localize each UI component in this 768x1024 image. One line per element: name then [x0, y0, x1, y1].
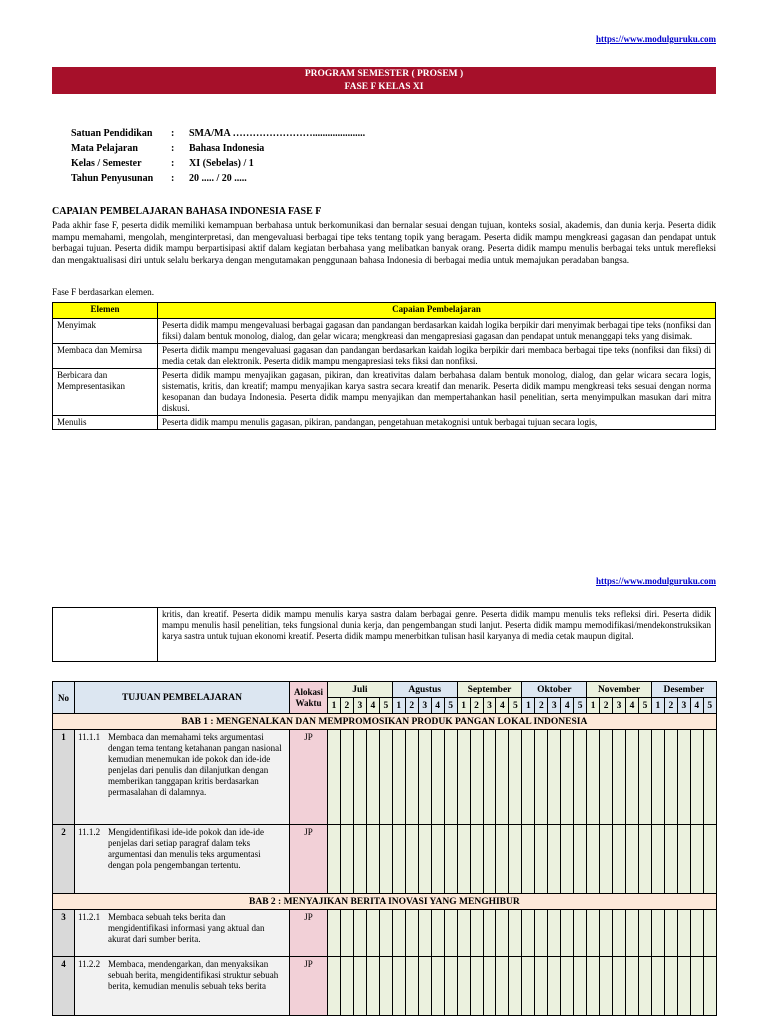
- schedule-cell: [340, 910, 353, 957]
- schedule-cell: [561, 910, 574, 957]
- schedule-cell: [638, 957, 651, 1016]
- schedule-cell: [328, 910, 341, 957]
- schedule-cell: [340, 957, 353, 1016]
- schedule-cell: [587, 825, 600, 894]
- row-number: 1: [53, 730, 75, 825]
- week-number: 5: [444, 698, 457, 714]
- schedule-cell: [703, 730, 716, 825]
- capaian-cell: Peserta didik mampu menulis gagasan, pikiran, pandangan, pengetahuan metakognisi untuk berbagai tujuan secara logis,: [158, 416, 716, 430]
- schedule-cell: [379, 825, 392, 894]
- schedule-cell: [535, 957, 548, 1016]
- schedule-cell: [638, 825, 651, 894]
- capaian-cell: Peserta didik mampu mengevaluasi berbagai gagasan dan pandangan berdasarkan kaidah logika berpikir dari menyimak berbagai tipe teks (nonfiksi dan fiksi) dalam bentuk monolog, dialog, dan gelar wicara; mengkreasi dan mengapresiasi gagasan dan pendapat untuk menanggapi teks yang disimak.: [158, 319, 716, 344]
- schedule-cell: [677, 910, 690, 957]
- schedule-cell: [483, 910, 496, 957]
- alokasi-jp: JP: [290, 825, 328, 894]
- schedule-cell: [651, 910, 664, 957]
- schedule-cell: [677, 730, 690, 825]
- row-number: 4: [53, 957, 75, 1016]
- tujuan-cell: [75, 957, 290, 1016]
- schedule-cell: [574, 825, 587, 894]
- week-number: 3: [483, 698, 496, 714]
- no-header: No: [53, 682, 75, 714]
- schedule-cell: [587, 957, 600, 1016]
- week-number: 4: [626, 698, 639, 714]
- week-number: 5: [379, 698, 392, 714]
- schedule-cell: [509, 730, 522, 825]
- week-number: 2: [600, 698, 613, 714]
- week-number: 3: [548, 698, 561, 714]
- table-row: [53, 416, 716, 430]
- schedule-cell: [548, 957, 561, 1016]
- week-number: 1: [522, 698, 535, 714]
- tujuan-cell: [75, 730, 290, 825]
- schedule-cell: [613, 957, 626, 1016]
- schedule-cell: [626, 730, 639, 825]
- tujuan-code: 11.1.2: [78, 827, 101, 837]
- bab-title: BAB 2 : MENYAJIKAN BERITA INOVASI YANG MENGHIBUR: [53, 894, 717, 910]
- schedule-cell: [651, 825, 664, 894]
- tujuan-pembelajaran-table: [52, 681, 717, 1016]
- schedule-cell: [509, 910, 522, 957]
- header-row: [53, 682, 717, 698]
- schedule-cell: [444, 910, 457, 957]
- week-number: 5: [574, 698, 587, 714]
- elemen-header: Elemen: [53, 303, 158, 319]
- schedule-cell: [613, 910, 626, 957]
- schedule-cell: [353, 825, 366, 894]
- schedule-cell: [703, 910, 716, 957]
- schedule-cell: [353, 730, 366, 825]
- schedule-cell: [470, 957, 483, 1016]
- tujuan-text: Membaca sebuah teks berita dan mengidentifikasi informasi yang aktual dan akurat dari sumber berita.: [108, 912, 265, 944]
- tujuan-text: Membaca, mendengarkan, dan menyaksikan sebuah berita, mengidentifikasi struktur sebuah berita, kemudian menulis sebuah teks berita: [108, 959, 279, 991]
- week-number: 5: [703, 698, 716, 714]
- banner-title: PROGRAM SEMESTER ( PROSEM ): [304, 69, 464, 79]
- schedule-cell: [328, 825, 341, 894]
- capaian-cell: Peserta didik mampu mengevaluasi gagasan dan pandangan berdasarkan kaidah logika berpikir dari membaca berbagai tipe teks (nonfiksi dan fiksi) di media cetak dan elektronik. Peserta didik mampu mengapresiasi teks fiksi dan nonfiksi.: [158, 344, 716, 369]
- schedule-cell: [366, 825, 379, 894]
- week-number: 4: [366, 698, 379, 714]
- identity-label: Satuan Pendidikan: [71, 128, 153, 139]
- schedule-cell: [328, 730, 341, 825]
- schedule-cell: [457, 910, 470, 957]
- schedule-cell: [664, 957, 677, 1016]
- table-row: [53, 319, 716, 344]
- schedule-cell: [587, 730, 600, 825]
- schedule-cell: [496, 957, 509, 1016]
- schedule-cell: [690, 910, 703, 957]
- schedule-cell: [366, 730, 379, 825]
- elemen-cell: [53, 608, 158, 662]
- identity-separator: :: [171, 128, 175, 139]
- schedule-cell: [405, 730, 418, 825]
- week-number: 2: [535, 698, 548, 714]
- schedule-cell: [392, 910, 405, 957]
- intro-paragraph: Pada akhir fase F, peserta didik memiliki kemampuan berbahasa untuk berkomunikasi dan bernalar sesuai dengan tujuan, konteks sosial, akademis, dan dunia kerja. Peserta didik mampu memahami, mengolah, menginterpretasi, dan mengevaluasi berbagai tipe teks tentang topik yang beragam. Peserta didik mampu mengkreasi gagasan dan pendapat untuk berbagai tujuan. Peserta didik mampu berpartisipasi aktif dalam kegiatan berbahasa yang melibatkan banyak orang. Peserta didik mampu menulis berbagai teks untuk merefleksi dan mengaktualisasi diri untuk selalu berkarya dengan mengutamakan penggunaan bahasa Indonesia di berbagai media untuk memajukan peradaban bangsa.: [52, 220, 716, 265]
- schedule-cell: [353, 910, 366, 957]
- week-number: 3: [353, 698, 366, 714]
- tujuan-text: Mengidentifikasi ide-ide pokok dan ide-ide penjelas dari setiap paragraf dalam teks argumentasi dan menulis teks argumentasi dengan pola pengembangan tertentu.: [108, 827, 264, 870]
- schedule-cell: [392, 957, 405, 1016]
- schedule-cell: [587, 910, 600, 957]
- schedule-cell: [561, 957, 574, 1016]
- schedule-cell: [600, 825, 613, 894]
- schedule-cell: [431, 825, 444, 894]
- table-row: [53, 825, 717, 894]
- schedule-cell: [496, 730, 509, 825]
- identity-row: [71, 158, 369, 173]
- schedule-cell: [574, 730, 587, 825]
- row-number: 3: [53, 910, 75, 957]
- schedule-cell: [613, 730, 626, 825]
- schedule-cell: [574, 957, 587, 1016]
- schedule-cell: [548, 910, 561, 957]
- bab-title: BAB 1 : MENGENALKAN DAN MEMPROMOSIKAN PRODUK PANGAN LOKAL INDONESIA: [53, 714, 717, 730]
- schedule-cell: [690, 957, 703, 1016]
- identity-value: XI (Sebelas) / 1: [189, 158, 254, 169]
- tujuan-header: TUJUAN PEMBELAJARAN: [75, 682, 290, 714]
- tujuan-cell: [75, 825, 290, 894]
- bab-row: [53, 714, 717, 730]
- week-number: 3: [418, 698, 431, 714]
- table-row: [53, 730, 717, 825]
- week-number: 4: [431, 698, 444, 714]
- schedule-cell: [444, 730, 457, 825]
- schedule-cell: [483, 730, 496, 825]
- schedule-cell: [392, 825, 405, 894]
- week-number: 4: [561, 698, 574, 714]
- schedule-cell: [600, 957, 613, 1016]
- week-number: 2: [664, 698, 677, 714]
- month-header: November: [587, 682, 652, 698]
- schedule-cell: [638, 730, 651, 825]
- identity-row: [71, 173, 369, 188]
- alokasi-jp: JP: [290, 957, 328, 1016]
- schedule-cell: [509, 825, 522, 894]
- week-number: 2: [405, 698, 418, 714]
- tujuan-code: 11.2.2: [78, 959, 101, 969]
- schedule-cell: [366, 957, 379, 1016]
- schedule-cell: [626, 957, 639, 1016]
- schedule-cell: [600, 910, 613, 957]
- month-header: September: [457, 682, 522, 698]
- schedule-cell: [690, 730, 703, 825]
- schedule-cell: [703, 957, 716, 1016]
- schedule-cell: [677, 825, 690, 894]
- schedule-cell: [483, 825, 496, 894]
- schedule-cell: [690, 825, 703, 894]
- banner-subtitle: FASE F KELAS XI: [344, 82, 424, 92]
- schedule-cell: [379, 910, 392, 957]
- schedule-cell: [561, 730, 574, 825]
- schedule-cell: [677, 957, 690, 1016]
- schedule-cell: [405, 957, 418, 1016]
- week-number: 5: [509, 698, 522, 714]
- month-header: Oktober: [522, 682, 587, 698]
- identity-label: Kelas / Semester: [71, 158, 142, 169]
- week-number: 5: [638, 698, 651, 714]
- table-row: [53, 608, 716, 662]
- schedule-cell: [405, 910, 418, 957]
- identity-label: Mata Pelajaran: [71, 143, 138, 154]
- schedule-cell: [457, 730, 470, 825]
- identity-separator: :: [171, 143, 175, 154]
- schedule-cell: [444, 957, 457, 1016]
- alokasi-header: [290, 682, 328, 714]
- table-row: [53, 910, 717, 957]
- schedule-cell: [651, 730, 664, 825]
- schedule-cell: [431, 957, 444, 1016]
- schedule-cell: [418, 910, 431, 957]
- schedule-cell: [600, 730, 613, 825]
- schedule-cell: [470, 825, 483, 894]
- schedule-cell: [366, 910, 379, 957]
- table-row: [53, 957, 717, 1016]
- schedule-cell: [522, 910, 535, 957]
- week-number: 3: [677, 698, 690, 714]
- identity-row: [71, 128, 369, 143]
- tujuan-text: Membaca dan memahami teks argumentasi dengan tema tentang ketahanan pangan nasional kemudian menemukan ide pokok dan ide-ide penjelas dari penulis dan dilanjutkan dengan memberikan tanggapan kritis berdasarkan permasalahan di dalamnya.: [108, 732, 282, 797]
- bab-row: [53, 894, 717, 910]
- week-number: 2: [470, 698, 483, 714]
- schedule-cell: [703, 825, 716, 894]
- identity-row: [71, 143, 369, 158]
- schedule-cell: [353, 957, 366, 1016]
- schedule-cell: [392, 730, 405, 825]
- schedule-cell: [496, 910, 509, 957]
- title-banner: [52, 67, 716, 94]
- capaian-table: [52, 302, 716, 430]
- schedule-cell: [379, 957, 392, 1016]
- month-header: Desember: [651, 682, 716, 698]
- schedule-cell: [664, 910, 677, 957]
- week-number: 3: [613, 698, 626, 714]
- table-row: [53, 344, 716, 369]
- schedule-cell: [638, 910, 651, 957]
- schedule-cell: [626, 825, 639, 894]
- website-link-top[interactable]: https://www.modulguruku.com: [595, 34, 716, 44]
- schedule-cell: [431, 730, 444, 825]
- elemen-cell: Menulis: [53, 416, 158, 430]
- schedule-cell: [548, 730, 561, 825]
- schedule-cell: [470, 910, 483, 957]
- schedule-cell: [340, 825, 353, 894]
- alokasi-label: Alokasi: [293, 686, 323, 697]
- schedule-cell: [613, 825, 626, 894]
- schedule-cell: [340, 730, 353, 825]
- month-header: Juli: [328, 682, 393, 698]
- schedule-cell: [405, 825, 418, 894]
- schedule-cell: [574, 910, 587, 957]
- schedule-cell: [483, 957, 496, 1016]
- alokasi-jp: JP: [290, 730, 328, 825]
- capaian-continuation: kritis, dan kreatif. Peserta didik mampu menulis karya sastra dalam berbagai genre. Peserta didik mampu menulis teks refleksi diri. Peserta didik mampu menulis hasil penelitian, teks fungsional dunia kerja, dan pengembangan studi lanjut. Peserta didik mampu memodifikasi/mendekonstruksikan karya sastra untuk tujuan ekonomi kreatif. Peserta didik mampu menerbitkan tulisan hasil karyanya di media cetak maupun digital.: [158, 608, 716, 662]
- capaian-header: Capaian Pembelajaran: [158, 303, 716, 319]
- capaian-table-continued: [52, 607, 716, 662]
- identity-value: 20 ..... / 20 .....: [189, 173, 247, 184]
- identity-value: SMA/MA …………………….....................: [189, 128, 366, 139]
- schedule-cell: [561, 825, 574, 894]
- row-number: 2: [53, 825, 75, 894]
- identity-label: Tahun Penyusunan: [71, 173, 154, 184]
- schedule-cell: [535, 910, 548, 957]
- identity-separator: :: [171, 158, 175, 169]
- schedule-cell: [548, 825, 561, 894]
- month-header: Agustus: [392, 682, 457, 698]
- fase-note: Fase F berdasarkan elemen.: [52, 287, 155, 297]
- schedule-cell: [664, 825, 677, 894]
- week-number: 4: [690, 698, 703, 714]
- week-number: 1: [587, 698, 600, 714]
- alokasi-jp: JP: [290, 910, 328, 957]
- schedule-cell: [626, 910, 639, 957]
- elemen-cell: Menyimak: [53, 319, 158, 344]
- schedule-cell: [418, 825, 431, 894]
- week-number: 1: [457, 698, 470, 714]
- schedule-cell: [509, 957, 522, 1016]
- identity-value: Bahasa Indonesia: [189, 143, 265, 154]
- schedule-cell: [664, 730, 677, 825]
- identity-table: [71, 128, 369, 188]
- schedule-cell: [522, 957, 535, 1016]
- week-number: 1: [392, 698, 405, 714]
- identity-separator: :: [171, 173, 175, 184]
- schedule-cell: [418, 730, 431, 825]
- table-row: [53, 369, 716, 416]
- schedule-cell: [444, 825, 457, 894]
- section-title: CAPAIAN PEMBELAJARAN BAHASA INDONESIA FASE F: [52, 206, 322, 217]
- schedule-cell: [431, 910, 444, 957]
- schedule-cell: [457, 825, 470, 894]
- tujuan-code: 11.1.1: [78, 732, 101, 742]
- week-number: 1: [651, 698, 664, 714]
- schedule-cell: [522, 730, 535, 825]
- schedule-cell: [535, 825, 548, 894]
- schedule-cell: [522, 825, 535, 894]
- schedule-cell: [651, 957, 664, 1016]
- waktu-label: Waktu: [295, 697, 322, 708]
- elemen-cell: Membaca dan Memirsa: [53, 344, 158, 369]
- schedule-cell: [379, 730, 392, 825]
- website-link-page2[interactable]: https://www.modulguruku.com: [595, 576, 716, 586]
- schedule-cell: [470, 730, 483, 825]
- schedule-cell: [496, 825, 509, 894]
- elemen-cell: Berbicara dan Mempresentasikan: [53, 369, 158, 416]
- schedule-cell: [535, 730, 548, 825]
- schedule-cell: [418, 957, 431, 1016]
- week-number: 2: [340, 698, 353, 714]
- week-number: 4: [496, 698, 509, 714]
- schedule-cell: [457, 957, 470, 1016]
- schedule-cell: [328, 957, 341, 1016]
- week-number: 1: [328, 698, 341, 714]
- tujuan-code: 11.2.1: [78, 912, 101, 922]
- capaian-cell: Peserta didik mampu menyajikan gagasan, pikiran, dan kreativitas dalam berbahasa dalam bentuk monolog, dialog, dan gelar wicara secara logis, sistematis, kritis, dan kreatif; mampu menyajikan karya sastra secara kreatif dan menarik. Peserta didik mampu mengkreasi teks sesuai dengan norma kesopanan dan budaya Indonesia. Peserta didik mampu menyajikan dan mempertahankan hasil penelitian, serta menyimpulkan masukan dari mitra diskusi.: [158, 369, 716, 416]
- tujuan-cell: [75, 910, 290, 957]
